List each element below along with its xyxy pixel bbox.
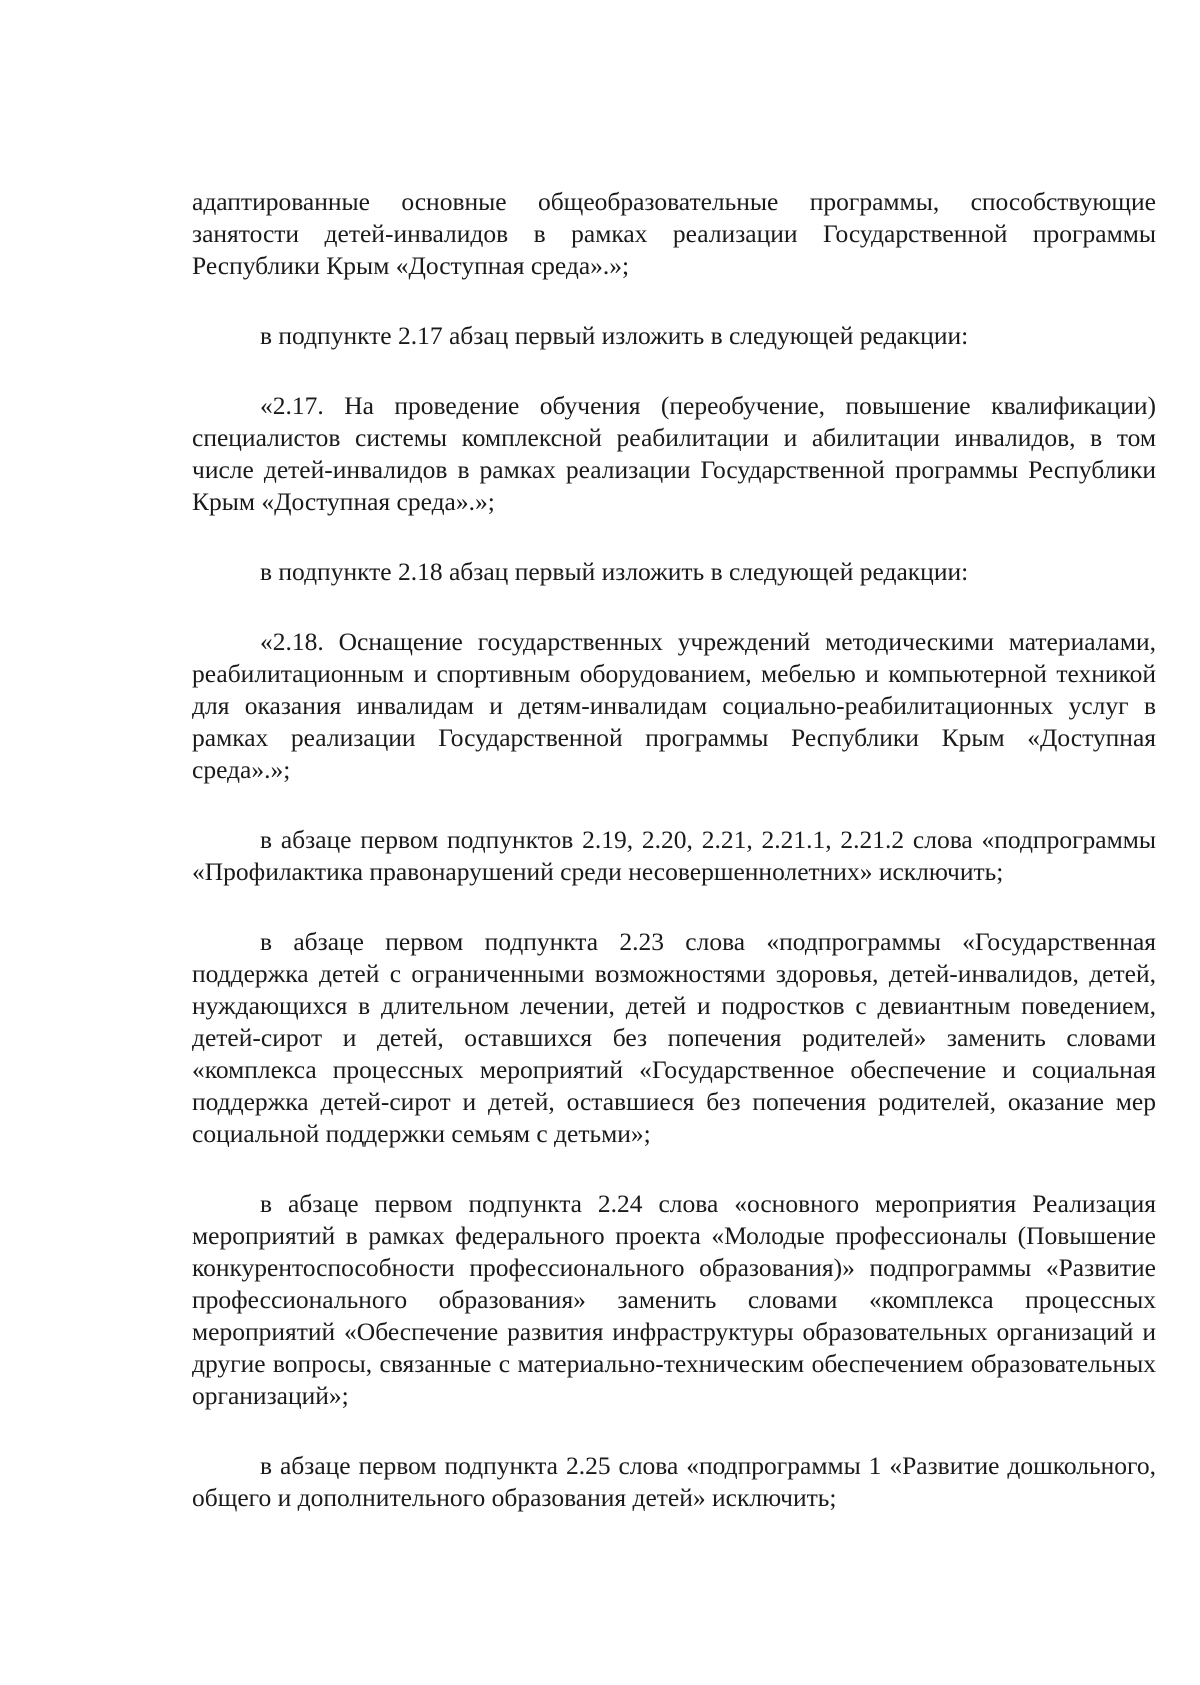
paragraph-2-19-2-21: в абзаце первом подпунктов 2.19, 2.20, 2.21, 2.21.1, 2.21.2 слова «подпрограммы «Профилактика правонарушений среди несовершеннолетних» исключить; [192,825,1156,886]
paragraph-2-17-intro: в подпункте 2.17 абзац первый изложить в следующей редакции: [260,321,969,350]
document-body [192,186,1156,1514]
paragraph-2-24: в абзаце первом подпункта 2.24 слова «основного мероприятия Реализация мероприятий в рамках федерального проекта «Молодые профессионалы (Повышение конкурентоспособности профессионального образования)» подпрограммы «Развитие профессионального образования» заменить словами «комплекса процессных мероприятий «Обеспечение развития инфраструктуры образовательных организаций и другие вопросы, связанные с материально-техническим обеспечением образовательных организаций»; [192,1189,1156,1410]
paragraph-continuation: адаптированные основные общеобразовательные программы, способствующие занятости детей-инвалидов в рамках реализации Государственной программы Республики Крым «Доступная среда».»; [192,187,1156,280]
paragraph-2-18-text: «2.18. Оснащение государственных учреждений методическими материалами, реабилитационным и спортивным оборудованием, мебелью и компьютерной техникой для оказания инвалидам и детям-инвалидам социально-реабилитационных услуг в рамках реализации Государственной программы Республики Крым «Доступная среда».»; [192,627,1156,784]
paragraph-2-23: в абзаце первом подпункта 2.23 слова «подпрограммы «Государственная поддержка детей с ограниченными возможностями здоровья, детей-инвалидов, детей, нуждающихся в длительном лечении, детей и подростков с девиантным поведением, детей-сирот и детей, оставшихся без попечения родителей» заменить словами «комплекса процессных мероприятий «Государственное обеспечение и социальная поддержка детей-сирот и детей, оставшиеся без попечения родителей, оказание мер социальной поддержки семьям с детьми»; [192,927,1156,1148]
paragraph-2-18-intro: в подпункте 2.18 абзац первый изложить в следующей редакции: [260,557,969,586]
paragraph-2-25: в абзаце первом подпункта 2.25 слова «подпрограммы 1 «Развитие дошкольного, общего и дополнительного образования детей» исключить; [192,1451,1156,1512]
paragraph-2-17-text: «2.17. На проведение обучения (переобучение, повышение квалификации) специалистов системы комплексной реабилитации и абилитации инвалидов, в том числе детей-инвалидов в рамках реализации Государственной программы Республики Крым «Доступная среда».»; [192,391,1156,516]
